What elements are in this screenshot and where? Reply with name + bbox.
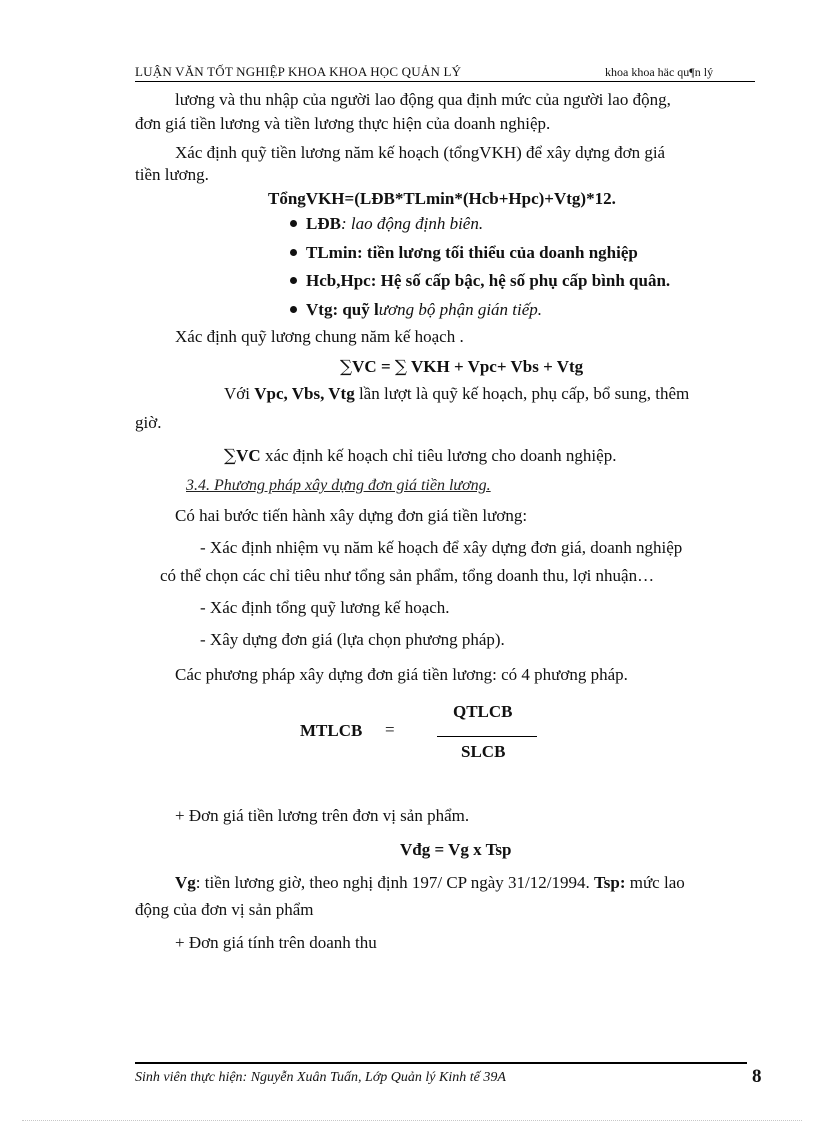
paragraph-line: Với Vpc, Vbs, Vtg lần lượt là quỹ kế hoạch, phụ cấp, bổ sung, thêm xyxy=(224,384,690,403)
paragraph-line: Có hai bước tiến hành xây dựng đơn giá tiền lương: xyxy=(175,506,528,525)
formula-tong-vkh: TổngVKH=(LĐB*TLmin*(Hcb+Hpc)+Vtg)*12. xyxy=(268,189,616,208)
sigma-symbol: ∑ xyxy=(224,446,237,466)
paragraph-line: Các phương pháp xây dựng đơn giá tiền lương: có 4 phương pháp. xyxy=(175,665,628,684)
bullet-item: LĐB: lao động định biên. xyxy=(290,214,483,234)
paragraph-line: lương và thu nhập của người lao động qua định mức của người lao động, xyxy=(175,90,671,109)
fraction-equals: = xyxy=(385,720,395,739)
footer-rule xyxy=(135,1062,747,1064)
bullet-item: Vtg: quỹ lương bộ phận gián tiếp. xyxy=(290,300,542,320)
sigma-symbol: ∑ xyxy=(394,357,408,377)
header-title: LUẬN VĂN TỐT NGHIỆP KHOA KHOA HỌC QUẢN LÝ xyxy=(135,64,462,79)
paragraph-line: - Xác định nhiệm vụ năm kế hoạch để xây dựng đơn giá, doanh nghiệp xyxy=(200,538,683,557)
paragraph-line: Vg: tiền lương giờ, theo nghị định 197/ CP ngày 31/12/1994. Tsp: mức lao xyxy=(175,873,685,892)
fraction-lhs: MTLCB xyxy=(300,721,363,740)
paragraph-line: + Đơn giá tính trên doanh thu xyxy=(175,933,377,952)
bullet-dot-icon xyxy=(290,306,297,313)
formula-sum-vc: ∑VC = ∑ VKH + Vpc+ Vbs + Vtg xyxy=(340,357,584,377)
fraction-denominator: SLCB xyxy=(461,742,506,761)
header-rule xyxy=(135,81,755,82)
header-subtitle: khoa khoa häc qu¶n lý xyxy=(605,65,714,79)
bullet-dot-icon xyxy=(290,220,297,227)
formula-vdg: Vđg = Vg x Tsp xyxy=(400,840,512,859)
page-number: 8 xyxy=(752,1066,762,1087)
footer-author: Sinh viên thực hiện: Nguyễn Xuân Tuấn, Lớp Quản lý Kinh tế 39A xyxy=(135,1070,506,1085)
section-heading: 3.4. Phương pháp xây dựng đơn giá tiền lương. xyxy=(186,477,491,494)
bullet-item: Hcb,Hpc: Hệ số cấp bậc, hệ số phụ cấp bình quân. xyxy=(290,271,670,291)
page-edge-divider xyxy=(22,1120,802,1121)
paragraph-line: + Đơn giá tiền lương trên đơn vị sản phẩm. xyxy=(175,806,470,825)
bullet-item: TLmin: tiền lương tối thiểu của doanh nghiệp xyxy=(290,243,638,263)
paragraph-line: ∑VC xác định kế hoạch chỉ tiêu lương cho doanh nghiệp. xyxy=(224,446,617,466)
fraction-numerator: QTLCB xyxy=(453,702,513,721)
paragraph-line: - Xây dựng đơn giá (lựa chọn phương pháp). xyxy=(200,630,505,649)
paragraph-line: động của đơn vị sản phẩm xyxy=(135,900,314,919)
paragraph-line: tiền lương. xyxy=(135,165,209,184)
paragraph-line: có thể chọn các chỉ tiêu như tổng sản phẩm, tổng doanh thu, lợi nhuận… xyxy=(160,566,655,585)
paragraph-line: đơn giá tiền lương và tiền lương thực hiện của doanh nghiệp. xyxy=(135,114,551,133)
bullet-dot-icon xyxy=(290,249,297,256)
paragraph-line: giờ. xyxy=(135,413,162,432)
paragraph-line: Xác định quỹ tiền lương năm kế hoạch (tổngVKH) để xây dựng đơn giá xyxy=(175,143,666,162)
bullet-dot-icon xyxy=(290,277,297,284)
fraction-bar xyxy=(437,736,537,737)
paragraph-line: - Xác định tổng quỹ lương kế hoạch. xyxy=(200,598,450,617)
paragraph-line: Xác định quỹ lương chung năm kế hoạch . xyxy=(175,327,464,346)
sigma-symbol: ∑ xyxy=(340,357,353,377)
